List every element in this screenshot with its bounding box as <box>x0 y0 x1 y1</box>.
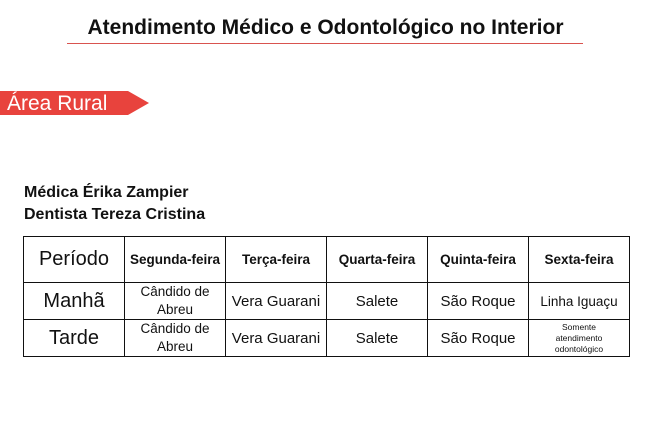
doctor-name: Médica Érika Zampier <box>24 184 189 201</box>
table-cell: Vera Guarani <box>226 320 327 357</box>
header-period: Período <box>24 237 125 283</box>
schedule-table <box>23 236 630 357</box>
staff-block <box>24 182 205 226</box>
period-cell: Manhã <box>24 283 125 320</box>
table-cell: Cândido de Abreu <box>125 283 226 320</box>
period-cell: Tarde <box>24 320 125 357</box>
title-underline <box>67 43 583 44</box>
table-row <box>24 320 630 357</box>
table-header-row <box>24 237 630 283</box>
header-friday: Sexta-feira <box>529 237 630 283</box>
page-title: Atendimento Médico e Odontológico no Interior <box>87 16 564 39</box>
section-ribbon <box>0 91 149 115</box>
header-monday: Segunda-feira <box>125 237 226 283</box>
header-thursday: Quinta-feira <box>428 237 529 283</box>
table-cell-note: Somente atendimento odontológico <box>529 320 630 357</box>
ribbon-arrow-tip <box>128 91 149 115</box>
table-cell: São Roque <box>428 320 529 357</box>
table-cell: Cândido de Abreu <box>125 320 226 357</box>
table-cell: Salete <box>327 283 428 320</box>
header-wednesday: Quarta-feira <box>327 237 428 283</box>
table-cell: Linha Iguaçu <box>529 283 630 320</box>
section-label: Área Rural <box>7 92 108 115</box>
table-row <box>24 283 630 320</box>
table-cell: São Roque <box>428 283 529 320</box>
dentist-name: Dentista Tereza Cristina <box>24 206 206 223</box>
table-cell: Salete <box>327 320 428 357</box>
table-cell: Vera Guarani <box>226 283 327 320</box>
header-tuesday: Terça-feira <box>226 237 327 283</box>
